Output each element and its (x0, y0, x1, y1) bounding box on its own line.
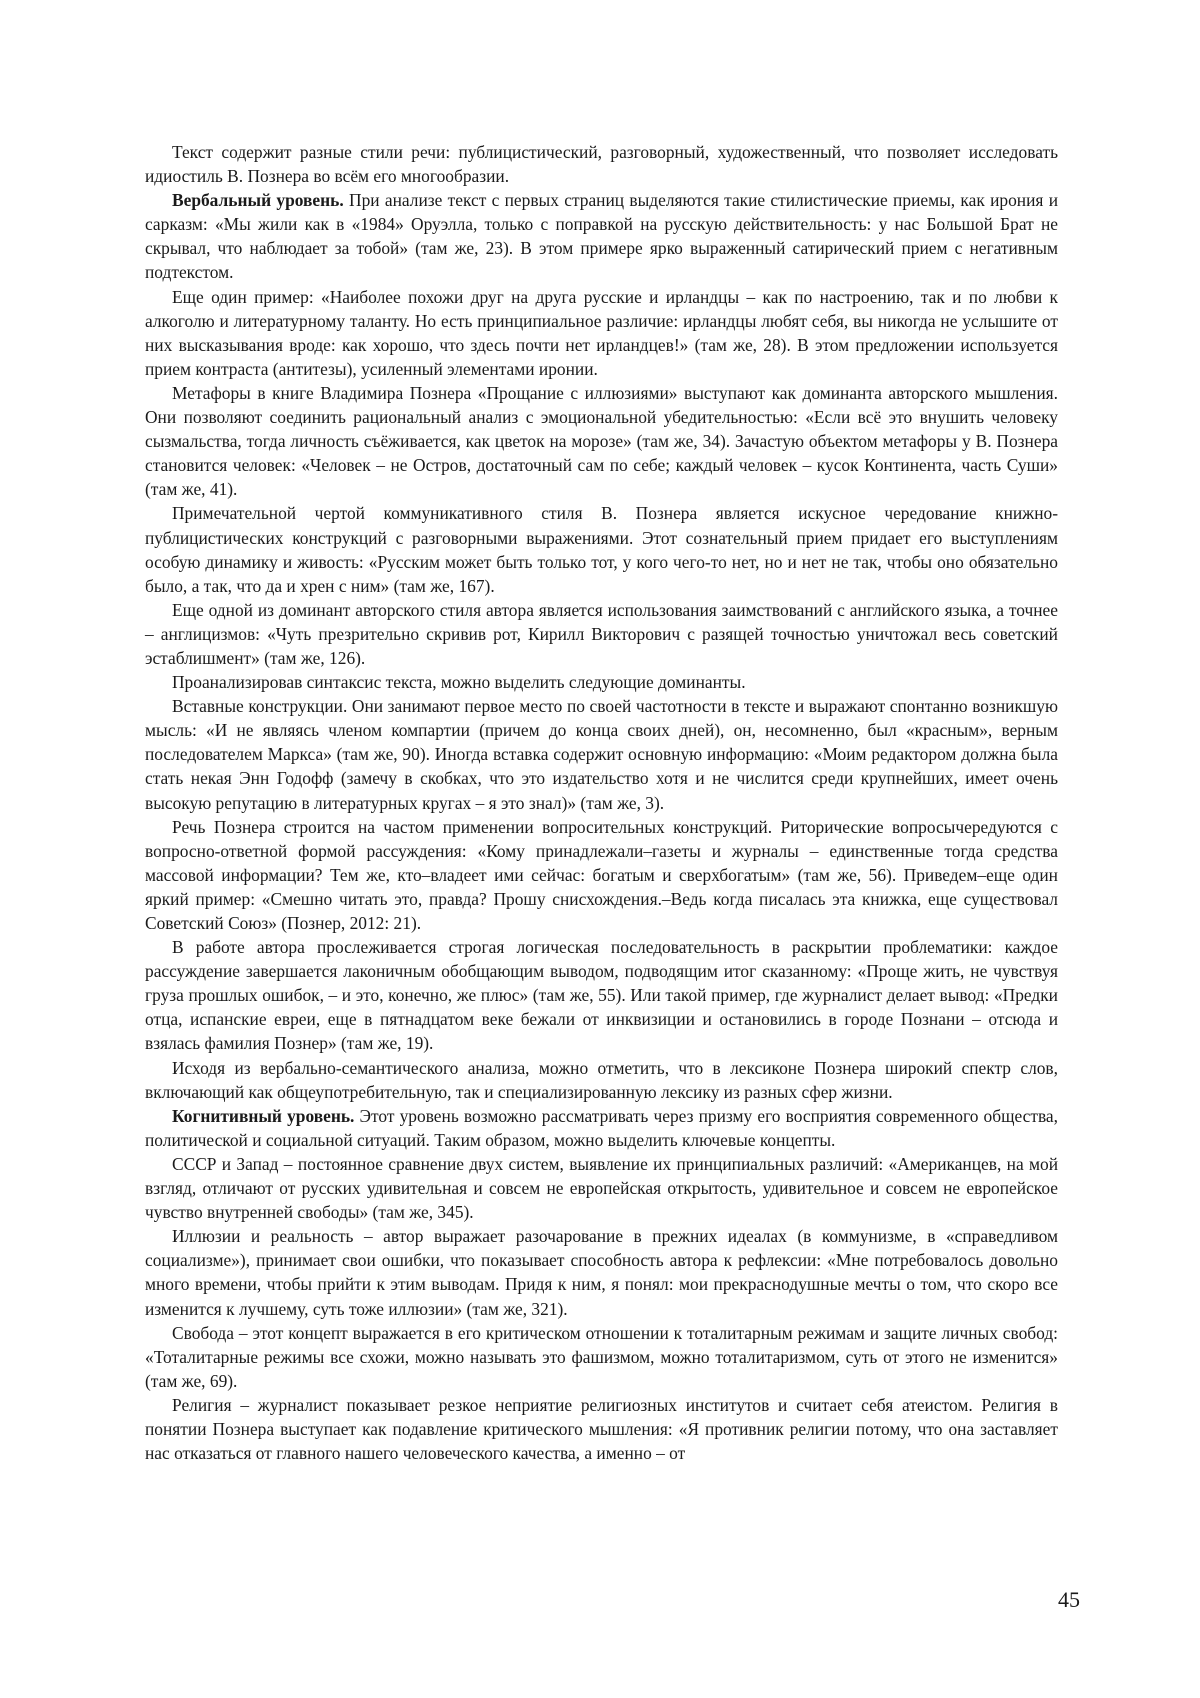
paragraph-text: Исходя из вербально-семантического анализа, можно отметить, что в лексиконе Познера широкий спектр слов, включающий как общеупотребительную, так и специализированную лексику из разных сфер жизни. (145, 1057, 1058, 1102)
body-text (145, 140, 1058, 1465)
paragraph-text: Еще одной из доминант авторского стиля автора является использования заимствований с английского языка, а точнее – англицизмов: «Чуть презрительно скривив рот, Кирилл Викторович с разящей точностью уничтожал весь советский эстаблишмент» (там же, 126). (145, 599, 1058, 668)
paragraph (145, 935, 1058, 1055)
paragraph-text: Этот уровень возможно рассматривать через призму его восприятия современного общества, политической и социальной ситуаций. Таким образом, можно выделить ключевые концепты. (145, 1105, 1058, 1150)
paragraph (145, 670, 1058, 694)
paragraph-text: Проанализировав синтаксис текста, можно выделить следующие доминанты. (172, 672, 746, 693)
paragraph-text: Религия – журналист показывает резкое неприятие религиозных институтов и считает себя атеистом. Религия в понятии Познера выступает как подавление критического мышления: «Я противник религии потому, что она заставляет нас отказаться от главного нашего человеческого качества, а именно – от (145, 1394, 1058, 1464)
paragraph (145, 501, 1058, 597)
paragraph (145, 598, 1058, 670)
paragraph-text: Иллюзии и реальность – автор выражает разочарование в прежних идеалах (в коммунизме, в «справедливом социализме»), принимает свои ошибки, что показывает способность автора к рефлексии: «Мне потребовалось довольно много времени, чтобы прийти к этим выводам. Придя к ним, я понял: мои прекраснодушные мечты о том, что скоро все изменится к лучшему, суть тоже иллюзии» (там же, 321). (145, 1226, 1058, 1319)
page-number: 45 (1058, 1587, 1080, 1612)
section-heading-cognitive: Когнитивный уровень. (172, 1105, 355, 1126)
paragraph (145, 1056, 1058, 1104)
paragraph (145, 285, 1058, 381)
paragraph-text: Текст содержит разные стили речи: публицистический, разговорный, художественный, что позволяет исследовать идиостиль В. Познера во всём его многообразии. (145, 142, 1058, 187)
paragraph-text: СССР и Запад – постоянное сравнение двух систем, выявление их принципиальных различий: «Американцев, на мой взгляд, отличают от русских удивительная и совсем не европейская открытость, удивительное и совсем не европейское чувство внутренней свободы» (там же, 345). (145, 1153, 1058, 1223)
paragraph (145, 188, 1058, 284)
paragraph (145, 815, 1058, 935)
paragraph (145, 1393, 1058, 1465)
paragraph-text: При анализе текст с первых страниц выделяются такие стилистические приемы, как ирония и сарказм: «Мы жили как в «1984» Оруэлла, только с поправкой на русскую действительность: у нас Большой Брат не скрывал, что наблюдает за тобой» (там же, 23). В этом примере ярко выраженный сатирический прием с негативным подтекстом. (145, 190, 1058, 283)
paragraph (145, 1224, 1058, 1320)
paragraph (145, 1104, 1058, 1152)
paragraph-text: Метафоры в книге Владимира Познера «Прощание с иллюзиями» выступают как доминанта авторского мышления. Они позволяют соединить рациональный анализ с эмоциональной убедительностью: «Если всё это внушить человеку сызмальства, тогда личность съёживается, как цветок на морозе» (там же, 34). Зачастую объектом метафоры у В. Познера становится человек: «Человек – не Остров, достаточный сам по себе; каждый человек – кусок Континента, часть Суши» (там же, 41). (145, 382, 1058, 500)
section-heading-verbal: Вербальный уровень. (172, 190, 344, 211)
paragraph-text: Примечательной чертой коммуникативного стиля В. Познера является искусное чередование книжно-публицистических конструкций с разговорными выражениями. Этот сознательный прием придает его выступлениям особую динамику и живость: «Русским может быть только тот, у кого чего-то нет, но и нет не так, чтобы оно обязательно было, а так, что да и хрен с ним» (там же, 167). (145, 503, 1058, 596)
paragraph-text: Вставные конструкции. Они занимают первое место по своей частотности в тексте и выражают спонтанно возникшую мысль: «И не являясь членом компартии (причем до конца своих дней), он, несомненно, был «красным», верным последователем Маркса» (там же, 90). Иногда вставка содержит основную информацию: «Моим редактором должна была стать некая Энн Годофф (замечу в скобках, что это издательство хотя и не числится среди крупнейших, имеет очень высокую репутацию в литературных кругах – я это знал)» (там же, 3). (145, 696, 1058, 813)
paragraph (145, 694, 1058, 814)
paragraph (145, 1152, 1058, 1224)
paragraph-text: Свобода – этот концепт выражается в его критическом отношении к тоталитарным режимам и защите личных свобод: «Тоталитарные режимы все схожи, можно называть это фашизмом, можно тоталитаризмом, суть от этого не изменится» (там же, 69). (145, 1322, 1058, 1391)
paragraph (145, 1321, 1058, 1393)
paragraph (145, 381, 1058, 501)
paragraph-text: Речь Познера строится на частом применении вопросительных конструкций. Риторические вопросычередуются с вопросно-ответной формой рассуждения: «Кому принадлежали–газеты и журналы – единственные тогда средства массовой информации? Тем же, кто–владеет ими сейчас: богатым и сверхбогатым» (там же, 56). Приведем–еще один яркий пример: «Смешно читать это, правда? Прошу снисхождения.–Ведь когда писалась эта книжка, еще существовал Советский Союз» (Познер, 2012: 21). (145, 816, 1058, 933)
paragraph (145, 140, 1058, 188)
paragraph-text: В работе автора прослеживается строгая логическая последовательность в раскрытии проблематики: каждое рассуждение завершается лаконичным обобщающим выводом, подводящим итог сказанному: «Проще жить, не чувствуя груза прошлых ошибок, – и это, конечно, же плюс» (там же, 55). Или такой пример, где журналист делает вывод: «Предки отца, испанские евреи, еще в пятнадцатом веке бежали от инквизиции и остановились в городе Познани – отсюда и взялась фамилия Познер» (там же, 19). (145, 937, 1058, 1054)
paragraph-text: Еще один пример: «Наиболее похожи друг на друга русские и ирландцы – как по настроению, так и по любви к алкоголю и литературному таланту. Но есть принципиальное различие: ирландцы любят себя, вы никогда не услышите от них высказывания вроде: как хорошо, что здесь почти нет ирландцев!» (там же, 28). В этом предложении используется прием контраста (антитезы), усиленный элементами иронии. (145, 286, 1058, 379)
